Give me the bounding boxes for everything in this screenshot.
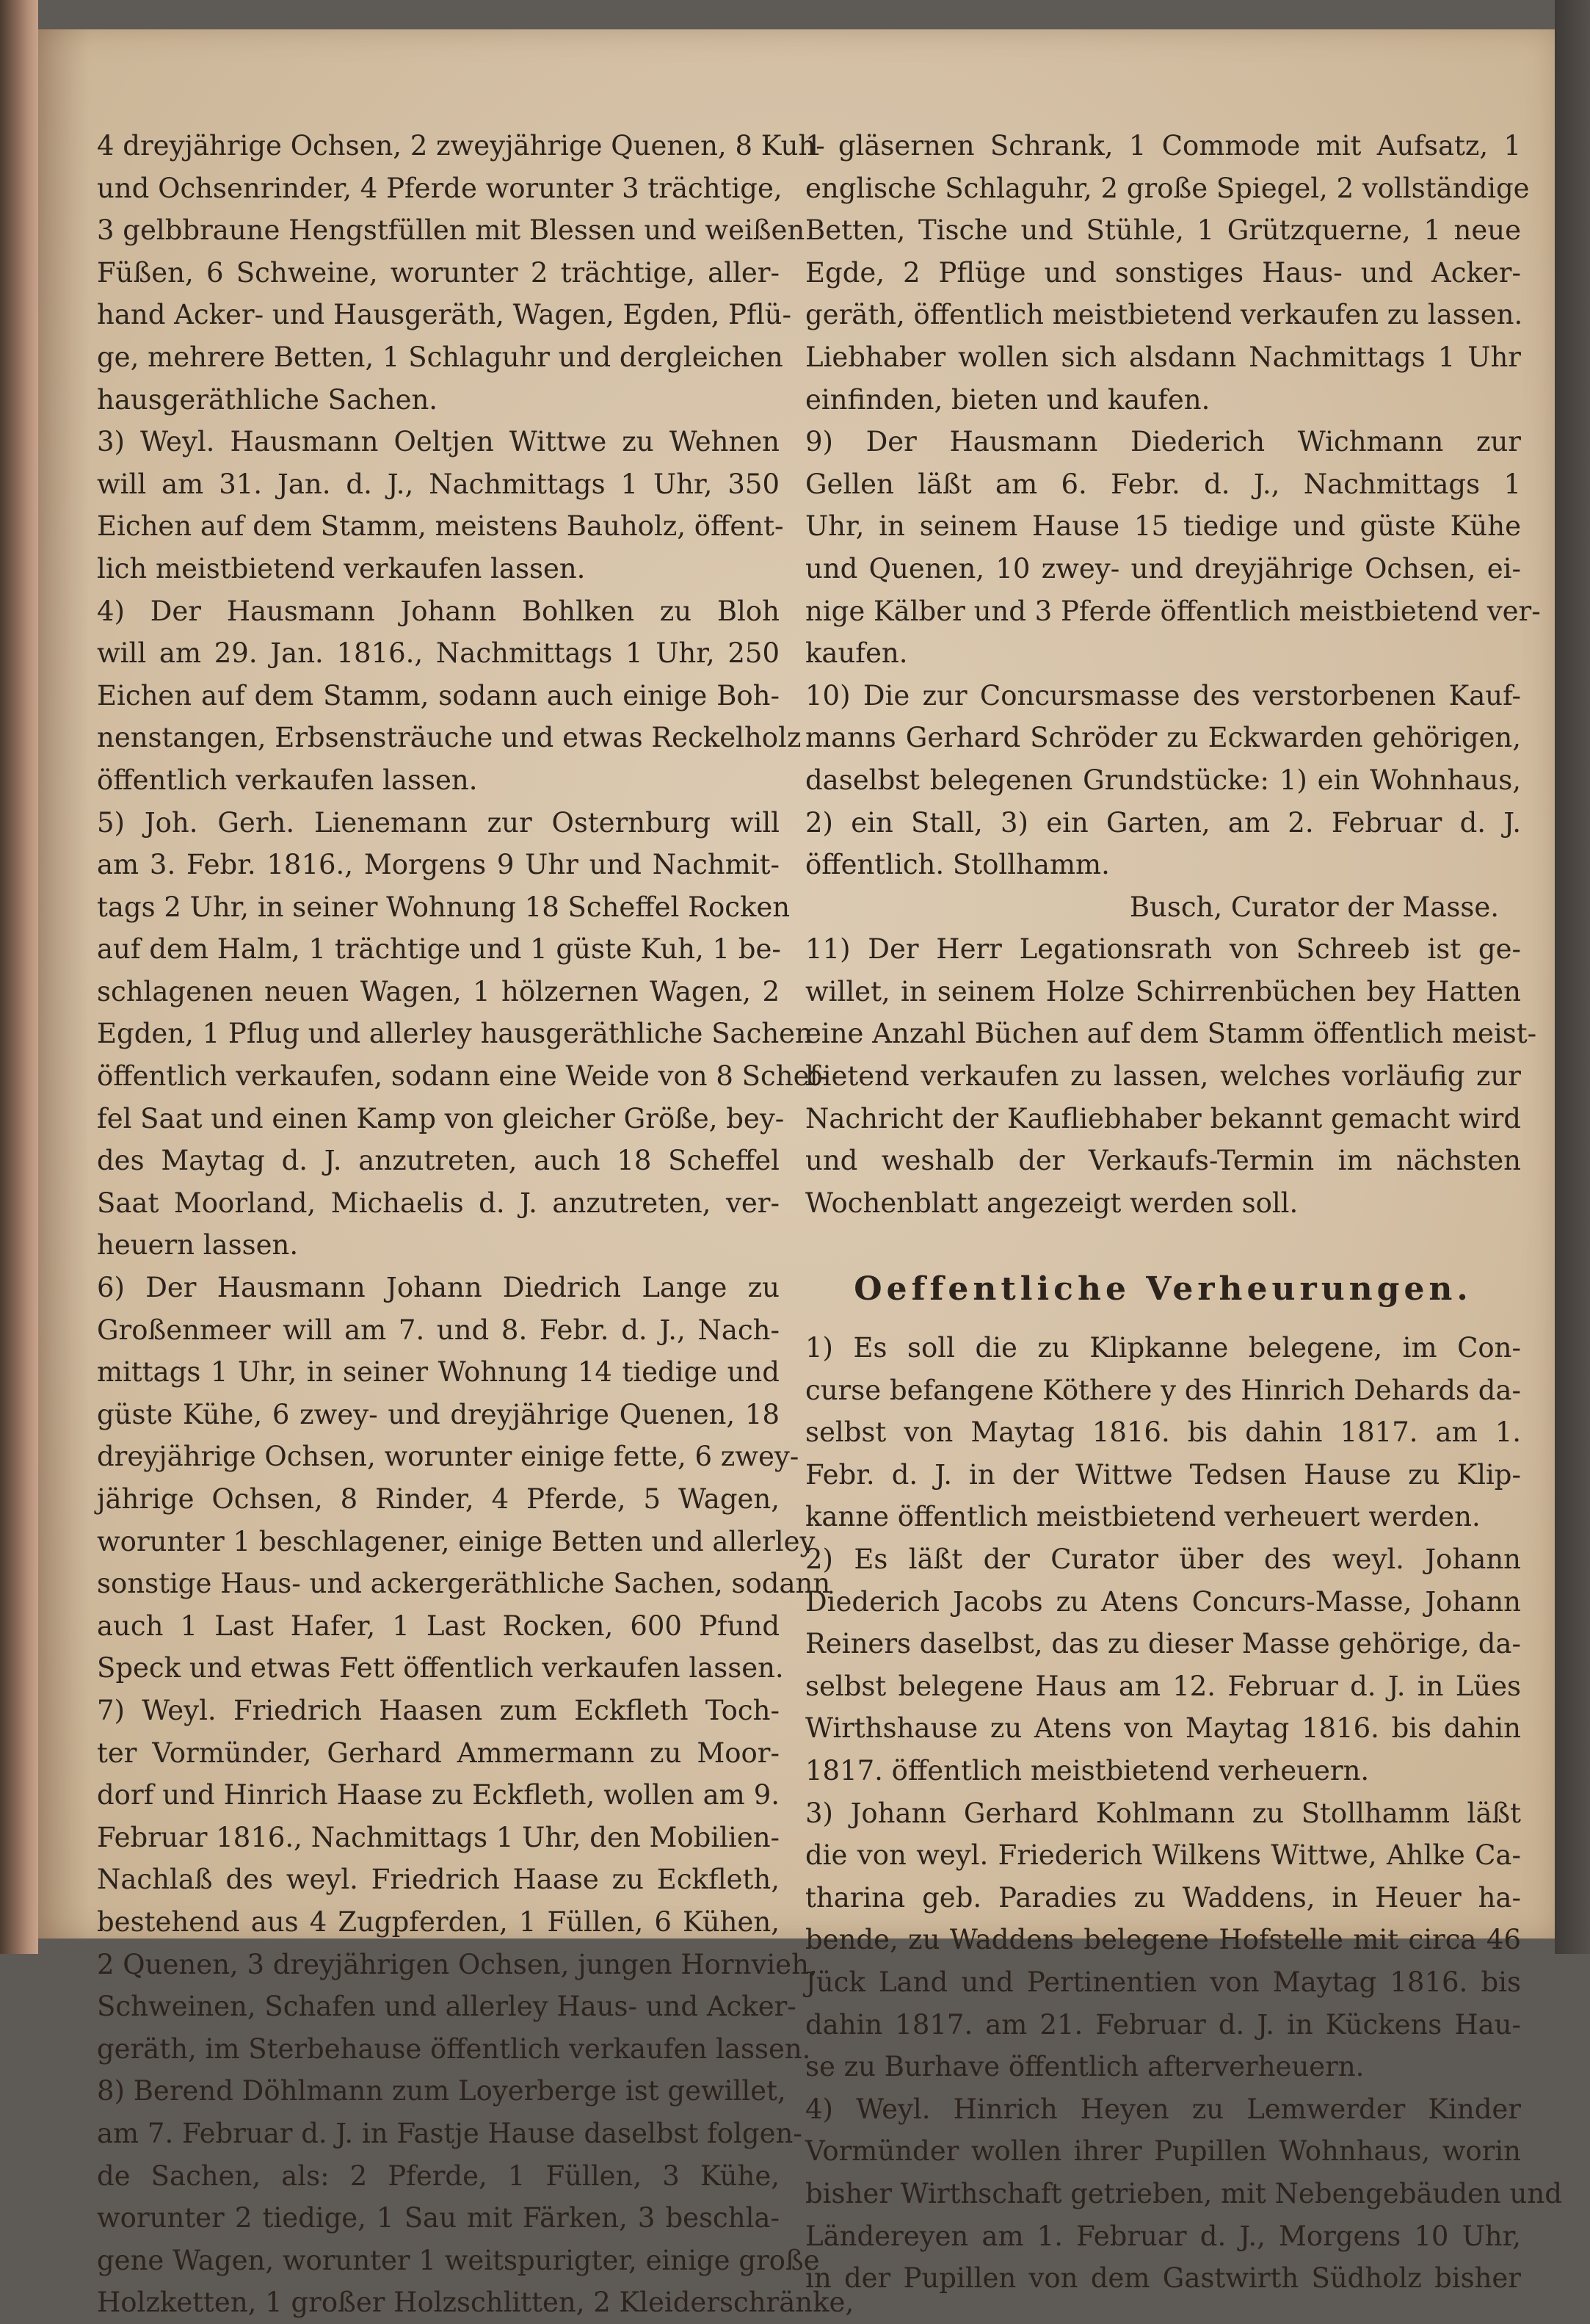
text-line: öffentlich. Stollhamm. <box>805 849 1110 881</box>
text-line: Vormünder wollen ihrer Pupillen Wohnhaus, worin <box>805 2135 1521 2168</box>
text-line: geräth, öffentlich meistbietend verkaufen zu lassen. <box>805 299 1523 331</box>
text-line: worunter 1 beschlagener, einige Betten und allerley <box>97 1525 816 1557</box>
text-line: 4) Der Hausmann Johann Bohlken zu Bloh <box>97 595 780 627</box>
text-line: 2 Quenen, 3 dreyjährigen Ochsen, jungen Hornvieh, <box>97 1948 818 1980</box>
text-line: 7) Weyl. Friedrich Haasen zum Eckfleth Toch- <box>97 1694 780 1726</box>
text-line: nige Kälber und 3 Pferde öffentlich meistbietend ver- <box>805 595 1541 627</box>
text-line: 6) Der Hausmann Johann Diedrich Lange zu <box>97 1272 780 1304</box>
text-line: Ländereyen am 1. Februar d. J., Morgens 10 Uhr, <box>805 2220 1521 2252</box>
text-line: fel Saat und einen Kamp von gleicher Größe, bey- <box>97 1102 785 1134</box>
text-line: 2) ein Stall, 3) ein Garten, am 2. Februar d. J. <box>805 806 1521 839</box>
document-page <box>38 29 1562 2319</box>
text-line: Betten, Tische und Stühle, 1 Grützquerne, 1 neue <box>805 214 1521 247</box>
text-line: 5) Joh. Gerh. Lienemann zur Osternburg will <box>97 806 780 839</box>
text-line: 3 gelbbraune Hengstfüllen mit Blessen und weißen <box>97 214 805 247</box>
text-line: Nachlaß des weyl. Friedrich Haase zu Eckfleth, <box>97 1864 780 1896</box>
text-line: 2) Es läßt der Curator über des weyl. Johann <box>805 1543 1521 1575</box>
text-line: ter Vormünder, Gerhard Ammermann zu Moor- <box>97 1737 780 1769</box>
right-column-notices <box>805 125 1541 1224</box>
text-line: öffentlich verkaufen, sodann eine Weide von 8 Schef- <box>97 1060 828 1093</box>
text-line: se zu Burhave öffentlich afterverheuern. <box>805 2051 1365 2083</box>
text-line: 4 dreyjährige Ochsen, 2 zweyjährige Quenen, 8 Kuh- <box>97 130 825 162</box>
text-line: am 7. Februar d. J. in Fastje Hause daselbst folgen- <box>97 2117 802 2149</box>
text-line: de Sachen, als: 2 Pferde, 1 Füllen, 3 Kühe, <box>97 2160 780 2192</box>
text-line: eine Anzahl Büchen auf dem Stamm öffentlich meist- <box>805 1018 1537 1050</box>
right-column-rentals <box>805 1327 1562 2300</box>
text-line: Speck und etwas Fett öffentlich verkaufen lassen. <box>97 1652 784 1684</box>
text-line: Egde, 2 Pflüge und sonstiges Haus- und Acker- <box>805 256 1521 289</box>
text-line: hausgeräthliche Sachen. <box>97 383 438 416</box>
text-line: Füßen, 6 Schweine, worunter 2 trächtige, aller- <box>97 256 780 289</box>
text-line: und Quenen, 10 zwey- und dreyjährige Ochsen, ei- <box>805 552 1521 584</box>
text-line: 10) Die zur Concursmasse des verstorbenen Kauf- <box>805 679 1521 712</box>
text-line: worunter 2 tiedige, 1 Sau mit Färken, 3 beschla- <box>97 2202 780 2234</box>
text-line: selbst von Maytag 1816. bis dahin 1817. am 1. <box>805 1416 1521 1449</box>
left-text-column <box>97 125 854 2324</box>
text-line: sonstige Haus- und ackergeräthliche Sachen, sodann <box>97 1568 831 1600</box>
text-line: will am 31. Jan. d. J., Nachmittags 1 Uhr, 350 <box>97 468 780 500</box>
text-line: 8) Berend Döhlmann zum Loyerberge ist gewillet, <box>97 2075 786 2107</box>
text-line: und weshalb der Verkaufs-Termin im nächsten <box>805 1145 1521 1177</box>
text-line: dahin 1817. am 21. Februar d. J. in Kückens Hau- <box>805 2008 1521 2041</box>
text-line: willet, in seinem Holze Schirrenbüchen bey Hatten <box>805 975 1521 1007</box>
text-line: bestehend aus 4 Zugpferden, 1 Füllen, 6 Kühen, <box>97 1905 780 1938</box>
text-line: Eichen auf dem Stamm, meistens Bauholz, öffent- <box>97 510 784 543</box>
text-line: in der Pupillen von dem Gastwirth Südholz bisher <box>805 2262 1521 2295</box>
text-line: heuern lassen. <box>97 1229 299 1261</box>
text-line: tharina geb. Paradies zu Waddens, in Heuer ha- <box>805 1881 1521 1914</box>
text-line: gene Wagen, worunter 1 weitspurigter, einige große <box>97 2244 820 2276</box>
book-spine-edge <box>0 0 38 1954</box>
text-line: 3) Johann Gerhard Kohlmann zu Stollhamm läßt <box>805 1797 1521 1829</box>
text-line: lich meistbietend verkaufen lassen. <box>97 552 586 584</box>
text-line: Wirthshause zu Atens von Maytag 1816. bis dahin <box>805 1712 1521 1745</box>
text-line: 1) Es soll die zu Klipkanne belegene, im Con- <box>805 1332 1521 1364</box>
text-line: selbst belegene Haus am 12. Februar d. J. in Lües <box>805 1670 1521 1702</box>
text-line: 3) Weyl. Hausmann Oeltjen Wittwe zu Wehnen <box>97 426 780 458</box>
text-line: Eichen auf dem Stamm, sodann auch einige Boh- <box>97 679 780 712</box>
text-line: des Maytag d. J. anzutreten, auch 18 Scheffel <box>97 1145 780 1177</box>
text-line: dorf und Hinrich Haase zu Eckfleth, wollen am 9. <box>97 1779 780 1811</box>
text-line: hand Acker- und Hausgeräth, Wagen, Egden, Pflü- <box>97 299 792 331</box>
text-line: mittags 1 Uhr, in seiner Wohnung 14 tiedige und <box>97 1356 780 1389</box>
text-line: Febr. d. J. in der Wittwe Tedsen Hause zu Klip- <box>805 1458 1521 1491</box>
text-line: geräth, im Sterbehause öffentlich verkaufen lassen. <box>97 2032 811 2065</box>
text-line: Diederich Jacobs zu Atens Concurs-Masse, Johann <box>805 1585 1521 1618</box>
text-line: Holzketten, 1 großer Holzschlitten, 2 Kleiderschränke, <box>97 2287 854 2319</box>
text-line: Februar 1816., Nachmittags 1 Uhr, den Mobilien- <box>97 1821 780 1853</box>
text-line: jährige Ochsen, 8 Rinder, 4 Pferde, 5 Wagen, <box>97 1483 780 1515</box>
text-line: kanne öffentlich meistbietend verheuert werden. <box>805 1501 1481 1533</box>
text-line: nenstangen, Erbsensträuche und etwas Reckelholz <box>97 722 802 754</box>
section-heading: Oeffentliche Verheurungen. <box>854 1270 1473 1308</box>
text-line: Uhr, in seinem Hause 15 tiedige und güste Kühe <box>805 510 1521 543</box>
text-line: und Ochsenrinder, 4 Pferde worunter 3 trächtige, <box>97 172 783 204</box>
text-line: 1817. öffentlich meistbietend verheuern. <box>805 1754 1370 1787</box>
text-line: 4) Weyl. Hinrich Heyen zu Lemwerder Kinder <box>805 2093 1521 2125</box>
text-line: auf dem Halm, 1 trächtige und 1 güste Kuh, 1 be- <box>97 933 781 966</box>
text-line: Reiners daselbst, das zu dieser Masse gehörige, da- <box>805 1628 1521 1660</box>
right-text-column <box>805 125 1562 2300</box>
text-line: öffentlich verkaufen lassen. <box>97 764 478 796</box>
text-line: tags 2 Uhr, in seiner Wohnung 18 Scheffel Rocken <box>97 891 791 923</box>
text-line: Liebhaber wollen sich alsdann Nachmittags 1 Uhr <box>805 341 1521 373</box>
text-line: curse befangene Köthere y des Hinrich Dehards da- <box>805 1374 1521 1406</box>
scan-background-edge <box>1555 0 1590 1954</box>
text-line: bende, zu Waddens belegene Hofstelle mit circa 46 <box>805 1924 1521 1956</box>
text-line: 11) Der Herr Legationsrath von Schreeb ist ge- <box>805 933 1521 966</box>
text-line: Jück Land und Pertinentien von Maytag 1816. bis <box>805 1966 1521 1998</box>
text-line: Großenmeer will am 7. und 8. Febr. d. J., Nach- <box>97 1314 780 1346</box>
text-line: bietend verkaufen zu lassen, welches vorläufig zur <box>805 1060 1521 1093</box>
text-line: schlagenen neuen Wagen, 1 hölzernen Wagen, 2 <box>97 975 780 1007</box>
text-line: einfinden, bieten und kaufen. <box>805 383 1210 416</box>
text-line: 9) Der Hausmann Diederich Wichmann zur <box>805 426 1521 458</box>
text-line: dreyjährige Ochsen, worunter einige fette, 6 zwey- <box>97 1441 799 1473</box>
page-gutter-shadow <box>38 29 90 1939</box>
text-line: Gellen läßt am 6. Febr. d. J., Nachmittags 1 <box>805 468 1521 500</box>
text-line: am 3. Febr. 1816., Morgens 9 Uhr und Nachmit- <box>97 849 780 881</box>
text-line: daselbst belegenen Grundstücke: 1) ein Wohnhaus, <box>805 764 1521 796</box>
text-line: Egden, 1 Pflug und allerley hausgeräthliche Sachen <box>97 1018 813 1050</box>
text-line: manns Gerhard Schröder zu Eckwarden gehörigen, <box>805 722 1521 754</box>
text-line: kaufen. <box>805 637 908 670</box>
text-line: ge, mehrere Betten, 1 Schlaguhr und dergleichen <box>97 341 783 373</box>
text-line: Wochenblatt angezeigt werden soll. <box>805 1187 1299 1219</box>
text-line: die von weyl. Friederich Wilkens Wittwe, Ahlke Ca- <box>805 1839 1521 1872</box>
text-line: Saat Moorland, Michaelis d. J. anzutreten, ver- <box>97 1187 780 1219</box>
text-line: englische Schlaguhr, 2 große Spiegel, 2 vollständige <box>805 172 1530 204</box>
text-line: will am 29. Jan. 1816., Nachmittags 1 Uhr, 250 <box>97 637 780 670</box>
text-line: Schweinen, Schafen und allerley Haus- und Acker- <box>97 1991 796 2023</box>
text-line: auch 1 Last Hafer, 1 Last Rocken, 600 Pfund <box>97 1610 780 1642</box>
text-line: bisher Wirthschaft getrieben, mit Nebengebäuden und <box>805 2177 1562 2209</box>
text-line: Nachricht der Kaufliebhaber bekannt gemacht wird <box>805 1102 1521 1134</box>
text-line: Busch, Curator der Masse. <box>1129 891 1499 923</box>
text-line: 1 gläsernen Schrank, 1 Commode mit Aufsatz, 1 <box>805 130 1521 162</box>
text-line: güste Kühe, 6 zwey- und dreyjährige Quenen, 18 <box>97 1398 780 1430</box>
